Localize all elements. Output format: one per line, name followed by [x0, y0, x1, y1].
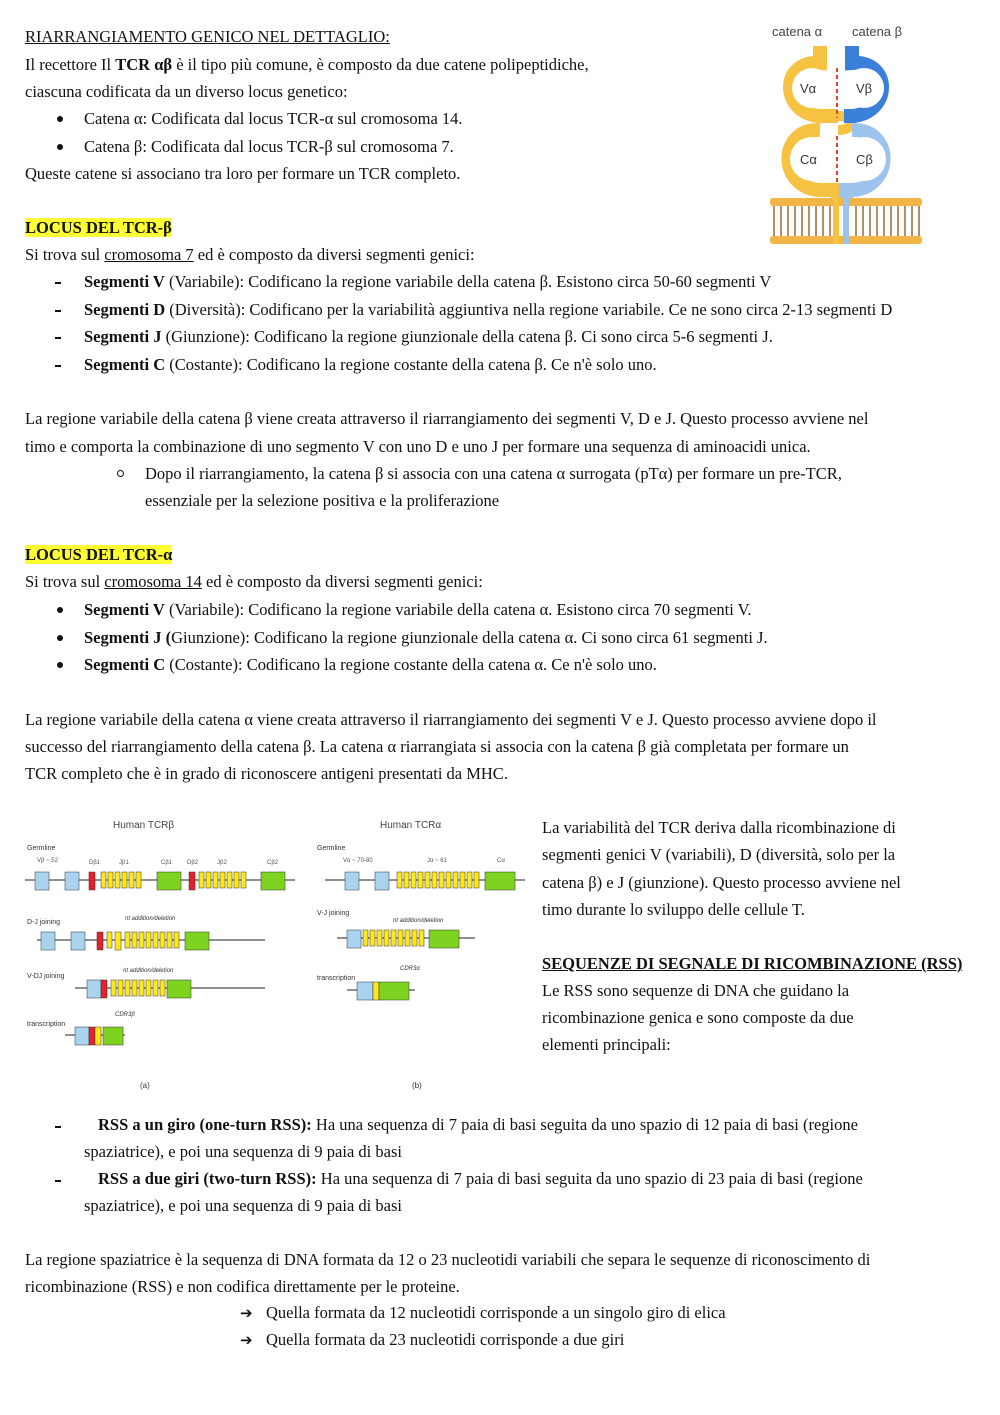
j-segment — [132, 980, 137, 996]
v-segment — [41, 932, 55, 950]
v-segment — [87, 980, 101, 998]
v-segment — [357, 982, 373, 1000]
intro-line-1 — [25, 55, 589, 75]
j-segment — [460, 872, 465, 888]
text: ed è composto da diversi segmenti genici: — [193, 245, 475, 264]
c-segment — [429, 930, 459, 948]
beta-paragraph: timo e comporta la combinazione di uno segmento V con uno D e uno J per formare una sequenza di aminoacidi unica. — [25, 437, 811, 456]
v-segment — [65, 872, 79, 890]
rss-item-cont: spaziatrice), e poi una sequenza di 9 paia di basi — [84, 1142, 402, 1161]
cdr3a-label: CDR3α — [400, 966, 420, 972]
j-segment — [398, 930, 403, 946]
beta-subitem: Dopo il riarrangiamento, la catena β si associa con una catena α surrogata (pTα) per formare un pre-TCR, — [145, 464, 842, 483]
alpha-paragraph: TCR completo che è in grado di riconoscere antigeni presentati da MHC. — [25, 764, 508, 783]
j-segment — [122, 872, 127, 888]
arrow-icon: ➔ — [240, 1331, 253, 1349]
beta-item — [84, 327, 773, 347]
j-segment — [160, 980, 165, 996]
j-segment — [101, 872, 106, 888]
j-segment — [115, 872, 120, 888]
j-segment — [146, 932, 151, 948]
j-segment — [397, 872, 402, 888]
side-paragraph: La variabilità del TCR deriva dalla ricombinazione di — [542, 818, 896, 837]
j-segment — [418, 872, 423, 888]
item-bold: Segmenti C — [84, 355, 166, 374]
j-segment — [474, 872, 479, 888]
item-bold: Segmenti V — [84, 600, 165, 619]
c-segment — [185, 932, 209, 950]
arrow-icon: ➔ — [240, 1304, 253, 1322]
j-segment — [384, 930, 389, 946]
bullet-dash — [55, 282, 61, 284]
j-segment — [146, 980, 151, 996]
alpha-locus-title — [25, 545, 172, 565]
j-segment — [111, 980, 116, 996]
j-segment — [160, 932, 165, 948]
beta-locus-title — [25, 218, 172, 238]
j-segment — [167, 932, 172, 948]
c-segment — [379, 982, 409, 1000]
item-text: (Variabile): Codificano la regione variabile della catena α. Esistono circa 70 segmenti V. — [164, 600, 752, 619]
c-alpha-label: Cα — [800, 152, 817, 167]
j-segment — [377, 930, 382, 946]
side-paragraph: timo durante lo sviluppo delle cellule T. — [542, 900, 805, 919]
alpha-paragraph: successo del riarrangiamento della catena β. La catena α riarrangiata si associa con la catena β già completata per formare un — [25, 737, 849, 756]
side-paragraph: catena β) e J (giunzione). Questo processo avviene nel — [542, 873, 901, 892]
jb2-label: Jβ2 — [217, 860, 227, 866]
alpha-paragraph: La regione variabile della catena α viene creata attraverso il riarrangiamento dei segmenti V e J. Questo processo avviene dopo il — [25, 710, 877, 729]
item-text: (Costante): Codificano la regione costante della catena β. Ce n'è solo uno. — [165, 355, 657, 374]
j-segment — [439, 872, 444, 888]
j-segment — [425, 872, 430, 888]
j-segment — [153, 980, 158, 996]
vb-label: Vβ ~ 52 — [37, 858, 58, 864]
arrow-item: Quella formata da 23 nucleotidi corrisponde a due giri — [266, 1330, 625, 1349]
ca-label: Cα — [497, 858, 505, 864]
beta-item — [84, 272, 771, 292]
gene-tracks — [25, 872, 525, 1045]
c-segment — [261, 872, 285, 890]
v-segment — [35, 872, 49, 890]
rss-item — [98, 1115, 858, 1135]
side-paragraph: segmenti genici V (variabili), D (diversità, solo per la — [542, 845, 896, 864]
v-segment — [345, 872, 359, 890]
beta-item — [84, 300, 892, 320]
transcription-label: transcription — [27, 1021, 66, 1028]
intro-tcr-bold: TCR αβ — [115, 55, 173, 74]
tcr-structure-figure — [760, 18, 940, 250]
alpha-locus-intro — [25, 572, 483, 592]
intro-text: è il tipo più comune, è composto da due catene polipeptidiche, — [172, 55, 589, 74]
j-segment — [199, 872, 204, 888]
j-segment — [108, 872, 113, 888]
bullet-dash — [55, 1126, 61, 1128]
chromosome-7: cromosoma 7 — [104, 245, 194, 264]
j-segment — [373, 982, 379, 1000]
item-text: (Giunzione): Codificano la regione giunzionale della catena β. Ci sono circa 5-6 segmenti J. — [161, 327, 773, 346]
j-segment — [241, 872, 246, 888]
rss-paragraph: ricombinazione genica e sono composte da due — [542, 1008, 854, 1027]
j-segment — [467, 872, 472, 888]
vdj-joining-label: V-DJ joining — [27, 973, 65, 980]
item-bold: Segmenti C — [84, 655, 166, 674]
rss-item-bold: RSS a un giro (one-turn RSS): — [98, 1115, 312, 1134]
bullet-dash — [55, 310, 61, 312]
catena-alpha-label: catena α — [772, 24, 823, 39]
diagram-title-beta: Human TCRβ — [113, 820, 175, 831]
catena-beta-label: catena β — [852, 24, 903, 39]
page-title: RIARRANGIAMENTO GENICO NEL DETTAGLIO: — [25, 27, 390, 46]
nt-addition-label: nt addition/deletion — [393, 918, 444, 924]
alpha-item — [84, 655, 657, 675]
cdr3b-label: CDR3β — [115, 1012, 135, 1018]
j-segment — [139, 932, 144, 948]
rearrangement-diagram — [25, 810, 530, 1095]
j-segment — [227, 872, 232, 888]
c-beta-label: Cβ — [856, 152, 873, 167]
alpha-item — [84, 628, 768, 648]
spacer-paragraph: La regione spaziatrice è la sequenza di DNA formata da 12 o 23 nucleotidi variabili che separa le sequenze di riconoscimento di — [25, 1250, 871, 1269]
rss-paragraph: elementi principali: — [542, 1035, 671, 1054]
v-alpha-label: Vα — [800, 81, 817, 96]
bullet-circle — [117, 470, 124, 477]
alpha-item — [84, 600, 752, 620]
spacer-paragraph: ricombinazione (RSS) e non codifica direttamente per le proteine. — [25, 1277, 460, 1296]
intro-bullet: Catena β: Codificata dal locus TCR-β sul cromosoma 7. — [84, 137, 454, 156]
item-text: (Costante): Codificano la regione costante della catena α. Ce n'è solo uno. — [165, 655, 657, 674]
d-segment — [89, 872, 95, 890]
bullet-dash — [55, 365, 61, 367]
intro-text: Il recettore Il — [25, 55, 116, 74]
v-segment — [71, 932, 85, 950]
j-segment — [363, 930, 368, 946]
j-segment — [125, 980, 130, 996]
bullet-dash — [55, 337, 61, 339]
j-segment — [213, 872, 218, 888]
d-segment — [189, 872, 195, 890]
germline-label: Germline — [317, 845, 346, 852]
rss-item — [98, 1169, 863, 1189]
item-bold: Segmenti J ( — [84, 628, 172, 647]
j-segment — [118, 980, 123, 996]
c-segment — [157, 872, 181, 890]
j-segment — [404, 872, 409, 888]
membrane — [770, 198, 922, 244]
jb1-label: Jβ1 — [119, 860, 129, 866]
v-segment — [347, 930, 361, 948]
germline-label: Germline — [27, 845, 56, 852]
alpha-locus-title-text: LOCUS DEL TCR-α — [25, 545, 173, 564]
diagram-title-alpha: Human TCRα — [380, 820, 442, 831]
rss-item-bold: RSS a due giri (two-turn RSS): — [98, 1169, 317, 1188]
j-segment — [107, 932, 112, 948]
j-segment — [115, 932, 121, 950]
beta-locus-title-text: LOCUS DEL TCR-β — [25, 218, 172, 237]
rss-item-text: Ha una sequenza di 7 paia di basi seguita da uno spazio di 12 paia di basi (regione — [311, 1115, 858, 1134]
c-segment — [485, 872, 515, 890]
j-segment — [174, 932, 179, 948]
bullet-dot — [57, 662, 63, 668]
j-segment — [432, 872, 437, 888]
c-segment — [167, 980, 191, 998]
j-segment — [132, 932, 137, 948]
intro-bullet: Catena α: Codificata dal locus TCR-α sul cromosoma 14. — [84, 109, 463, 128]
cb2-label: Cβ2 — [267, 860, 279, 866]
bullet-dot — [57, 116, 63, 122]
beta-item — [84, 355, 657, 375]
d-segment — [97, 932, 103, 950]
nt-addition-label: nt addition/deletion — [125, 916, 176, 922]
vj-joining-label: V-J joining — [317, 910, 350, 917]
j-segment — [411, 872, 416, 888]
rss-item-text: Ha una sequenza di 7 paia di basi seguita da uno spazio di 23 paia di basi (regione — [316, 1169, 863, 1188]
beta-locus-intro — [25, 245, 475, 265]
dj-joining-label: D-J joining — [27, 919, 61, 926]
j-segment — [453, 872, 458, 888]
j-segment — [125, 932, 130, 948]
text: Si trova sul — [25, 572, 105, 591]
transcription-label: transcription — [317, 975, 356, 982]
ja-label: Jα ~ 61 — [427, 858, 447, 864]
item-bold: Segmenti V — [84, 272, 165, 291]
j-segment — [391, 930, 396, 946]
chromosome-14: cromosoma 14 — [104, 572, 202, 591]
bullet-dot — [57, 607, 63, 613]
j-segment — [220, 872, 225, 888]
item-bold: Segmenti J — [84, 327, 162, 346]
c-segment — [103, 1027, 123, 1045]
j-segment — [405, 930, 410, 946]
intro-line-2: ciascuna codificata da un diverso locus genetico: — [25, 82, 348, 101]
db1-label: Dβ1 — [89, 860, 101, 866]
v-segment — [375, 872, 389, 890]
j-segment — [153, 932, 158, 948]
item-bold: Segmenti D — [84, 300, 166, 319]
cb1-label: Cβ1 — [161, 860, 173, 866]
bullet-dot — [57, 144, 63, 150]
rss-item-cont: spaziatrice), e poi una sequenza di 9 paia di basi — [84, 1196, 402, 1215]
j-segment — [419, 930, 424, 946]
d-segment — [89, 1027, 95, 1045]
intro-line-3: Queste catene si associano tra loro per formare un TCR completo. — [25, 164, 461, 183]
nt-addition-label: nt addition/deletion — [123, 968, 174, 974]
text: ed è composto da diversi segmenti genici: — [201, 572, 483, 591]
rss-title: SEQUENZE DI SEGNALE DI RICOMBINAZIONE (RSS) — [542, 954, 963, 973]
item-text: (Variabile): Codificano la regione variabile della catena β. Esistono circa 50-60 segmenti V — [164, 272, 772, 291]
text: Si trova sul — [25, 245, 105, 264]
rss-paragraph: Le RSS sono sequenze di DNA che guidano la — [542, 981, 850, 1000]
j-segment — [129, 872, 134, 888]
j-segment — [370, 930, 375, 946]
j-segment — [136, 872, 141, 888]
caption-b: (b) — [412, 1081, 422, 1090]
caption-a: (a) — [140, 1081, 150, 1090]
item-text: (Diversità): Codificano per la variabilità aggiuntiva nella regione variabile. Ce ne sono circa 2-13 segmenti D — [165, 300, 893, 319]
j-segment — [446, 872, 451, 888]
d-segment — [101, 980, 107, 998]
beta-paragraph: La regione variabile della catena β viene creata attraverso il riarrangiamento dei segmenti V, D e J. Questo processo avviene nel — [25, 409, 869, 428]
va-label: Vα ~ 70-80 — [343, 858, 373, 864]
bullet-dash — [55, 1180, 61, 1182]
db2-label: Dβ2 — [187, 860, 199, 866]
j-segment — [412, 930, 417, 946]
arrow-item: Quella formata da 12 nucleotidi corrisponde a un singolo giro di elica — [266, 1303, 726, 1322]
j-segment — [206, 872, 211, 888]
item-text: Giunzione): Codificano la regione giunzionale della catena α. Ci sono circa 61 segmenti J. — [171, 628, 768, 647]
beta-subitem: essenziale per la selezione positiva e la proliferazione — [145, 491, 500, 510]
bullet-dot — [57, 635, 63, 641]
v-beta-label: Vβ — [856, 81, 873, 96]
j-segment — [234, 872, 239, 888]
v-segment — [75, 1027, 89, 1045]
j-segment — [139, 980, 144, 996]
j-segment — [95, 1027, 101, 1045]
